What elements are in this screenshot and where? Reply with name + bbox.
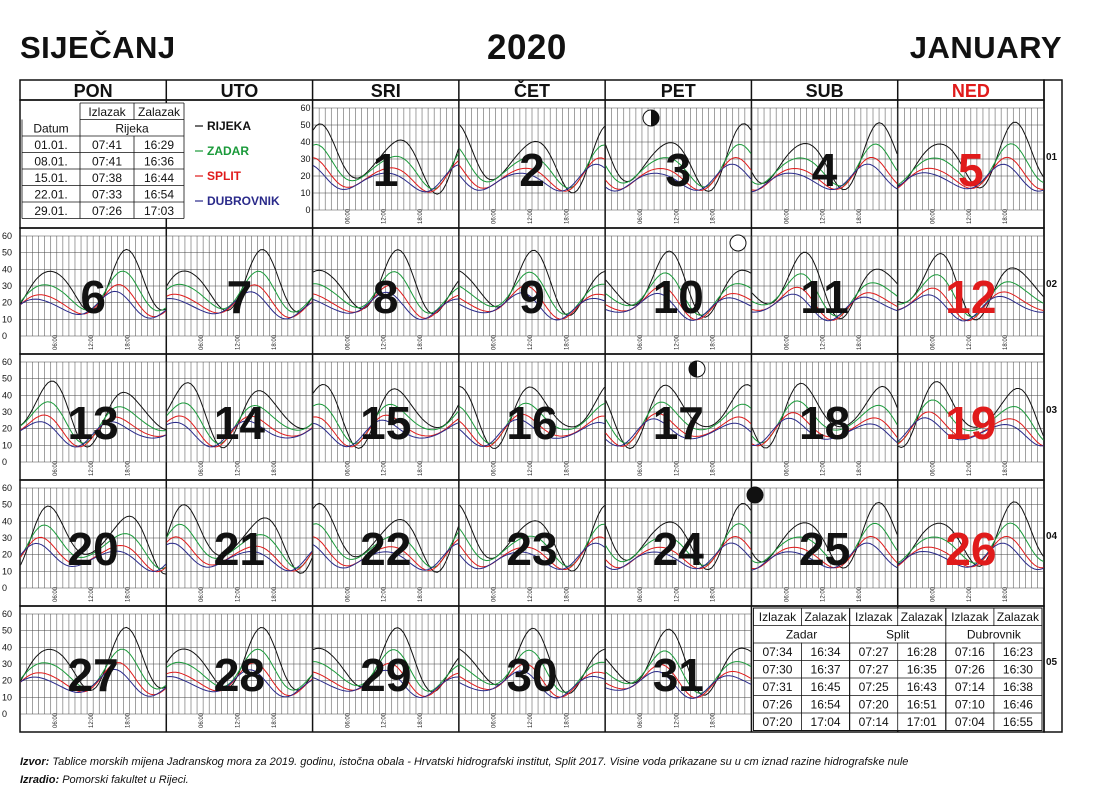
time-tick-label: 06:00 <box>491 460 498 476</box>
time-tick-label: 18:00 <box>564 208 571 224</box>
week-number: 05 <box>1046 657 1058 668</box>
rijeka-date-cell: 08.01. <box>34 154 68 169</box>
time-tick-label: 06:00 <box>491 586 498 602</box>
time-tick-label: 12:00 <box>966 208 973 224</box>
rijeka-sunset-cell: 16:54 <box>143 187 175 202</box>
day-number-17: 17 <box>652 397 704 449</box>
time-tick-label: 12:00 <box>381 712 388 728</box>
week-number: 02 <box>1046 279 1058 290</box>
time-tick-label: 06:00 <box>345 334 352 350</box>
time-tick-label: 06:00 <box>199 586 206 602</box>
y-axis-tick: 60 <box>2 231 13 241</box>
y-axis-tick: 30 <box>2 533 13 543</box>
y-axis-tick: 0 <box>2 457 8 467</box>
cities-time-cell: 16:46 <box>1002 697 1033 712</box>
time-tick-label: 18:00 <box>125 460 132 476</box>
day-number-7: 7 <box>226 271 253 323</box>
time-tick-label: 18:00 <box>710 586 717 602</box>
rijeka-sunset-cell: 16:44 <box>143 171 175 185</box>
time-tick-label: 06:00 <box>52 334 59 350</box>
rijeka-date-header: Datum <box>33 121 69 136</box>
day-number-12: 12 <box>945 271 997 323</box>
time-tick-label: 18:00 <box>564 334 571 350</box>
source-label: Izvor: <box>20 756 50 768</box>
y-axis-tick: 10 <box>2 692 13 703</box>
time-tick-label: 06:00 <box>52 586 59 602</box>
y-axis-tick: 40 <box>2 642 13 653</box>
time-tick-label: 06:00 <box>345 208 352 224</box>
cities-time-cell: 07:10 <box>954 697 985 712</box>
time-tick-label: 18:00 <box>1003 334 1010 350</box>
cities-col-header: Izlazak <box>758 610 797 624</box>
rijeka-sunset-cell: 17:03 <box>143 204 175 218</box>
cities-time-cell: 07:31 <box>762 680 793 694</box>
time-tick-label: 12:00 <box>674 208 681 224</box>
cities-time-cell: 16:30 <box>1002 662 1033 677</box>
y-axis-tick: 10 <box>300 188 311 198</box>
weekday-label-5: PET <box>660 81 696 101</box>
y-axis-tick: 60 <box>2 483 13 493</box>
rijeka-date-cell: 15.01. <box>34 171 68 185</box>
day-number-18: 18 <box>798 397 851 449</box>
cities-time-cell: 07:26 <box>954 662 985 677</box>
day-number-15: 15 <box>360 397 412 449</box>
time-tick-label: 18:00 <box>271 586 278 602</box>
time-tick-label: 06:00 <box>784 334 791 350</box>
source-text: Tablice morskih mijena Jadranskog mora za 2019. godinu, istočna obala - Hrvatski hidrografski institut, Split 2017. Visine voda prikazane su u cm iznad razine hidrografske nule <box>52 756 909 768</box>
cities-col-header: Zalazak <box>804 610 847 624</box>
y-axis-tick: 60 <box>300 103 311 113</box>
time-tick-label: 06:00 <box>52 460 59 476</box>
time-tick-label: 12:00 <box>966 460 973 476</box>
time-tick-label: 06:00 <box>784 208 791 224</box>
author-text: Pomorski fakultet u Rijeci. <box>62 774 189 786</box>
author-note <box>20 774 189 786</box>
time-tick-label: 06:00 <box>637 712 644 728</box>
weekday-label-7: NED <box>951 81 990 101</box>
cities-col-header: Zalazak <box>996 610 1039 624</box>
cities-time-cell: 07:16 <box>954 645 985 659</box>
day-number-14: 14 <box>213 397 266 449</box>
rijeka-sunset-cell: 16:29 <box>143 138 175 152</box>
cities-time-cell: 07:26 <box>762 697 793 712</box>
cities-time-cell: 07:14 <box>954 680 985 694</box>
cities-time-cell: 07:30 <box>762 662 793 677</box>
author-label: Izradio: <box>20 774 60 786</box>
cities-time-cell: 07:04 <box>954 715 985 729</box>
cities-time-cell: 16:35 <box>906 662 937 677</box>
time-tick-label: 18:00 <box>125 712 132 728</box>
cities-col-header: Izlazak <box>854 610 893 624</box>
week-number: 04 <box>1046 531 1058 542</box>
month-title-hr: SIJEČANJ <box>20 30 176 65</box>
y-axis-tick: 60 <box>2 609 13 619</box>
time-tick-label: 18:00 <box>856 208 863 224</box>
cities-time-cell: 16:45 <box>810 680 841 694</box>
time-tick-label: 06:00 <box>930 208 937 224</box>
y-axis-tick: 0 <box>2 331 8 341</box>
time-tick-label: 12:00 <box>89 334 96 350</box>
day-number-8: 8 <box>372 271 399 323</box>
rijeka-sunrise-cell: 07:26 <box>91 204 123 218</box>
time-tick-label: 12:00 <box>674 712 681 728</box>
time-tick-label: 06:00 <box>491 208 498 224</box>
rijeka-sunrise-cell: 07:41 <box>91 138 123 152</box>
y-axis-tick: 20 <box>300 171 311 181</box>
time-tick-label: 06:00 <box>491 712 498 728</box>
cities-time-cell: 16:43 <box>906 680 937 694</box>
day-number-24: 24 <box>652 523 704 575</box>
rijeka-date-cell: 22.01. <box>34 187 68 202</box>
legend-label-split: SPLIT <box>207 169 242 183</box>
source-note <box>20 756 908 768</box>
time-tick-label: 18:00 <box>418 460 425 476</box>
y-axis-tick: 30 <box>2 659 13 669</box>
time-tick-label: 12:00 <box>235 334 242 350</box>
time-tick-label: 12:00 <box>528 208 534 224</box>
year-title: 2020 <box>487 28 567 67</box>
time-tick-label: 12:00 <box>674 460 681 476</box>
time-tick-label: 12:00 <box>820 334 827 350</box>
time-tick-label: 18:00 <box>856 460 863 476</box>
time-tick-label: 06:00 <box>637 460 644 476</box>
time-tick-label: 06:00 <box>784 586 791 602</box>
time-tick-label: 12:00 <box>820 208 827 224</box>
cities-time-cell: 17:01 <box>906 715 937 729</box>
day-number-4: 4 <box>811 144 838 196</box>
time-tick-label: 06:00 <box>199 334 206 350</box>
y-axis-tick: 0 <box>2 583 8 593</box>
day-number-10: 10 <box>652 271 704 323</box>
cities-time-cell: 16:55 <box>1002 715 1033 729</box>
time-tick-label: 18:00 <box>418 712 425 728</box>
time-tick-label: 06:00 <box>637 208 644 224</box>
time-tick-label: 18:00 <box>271 460 278 476</box>
time-tick-label: 18:00 <box>856 334 863 350</box>
cities-time-cell: 16:54 <box>810 697 841 712</box>
day-number-27: 27 <box>67 649 119 701</box>
cities-time-cell: 07:20 <box>858 697 889 712</box>
time-tick-label: 12:00 <box>528 586 534 602</box>
cities-time-cell: 16:28 <box>906 645 937 659</box>
city-header-split: Split <box>886 627 910 642</box>
time-tick-label: 18:00 <box>418 334 425 350</box>
y-axis-tick: 40 <box>2 264 13 275</box>
day-number-11: 11 <box>800 271 849 323</box>
y-axis-tick: 0 <box>2 709 8 719</box>
time-tick-label: 06:00 <box>345 712 352 728</box>
rijeka-sunrise-cell: 07:33 <box>91 187 123 202</box>
day-number-29: 29 <box>360 649 412 701</box>
y-axis-tick: 50 <box>2 247 13 258</box>
day-number-26: 26 <box>945 523 997 575</box>
cities-time-cell: 16:38 <box>1002 680 1033 694</box>
rijeka-sunrise-cell: 07:38 <box>91 171 123 185</box>
time-tick-label: 12:00 <box>966 334 973 350</box>
y-axis-tick: 20 <box>2 675 13 686</box>
time-tick-label: 18:00 <box>1003 208 1010 224</box>
rijeka-col-header: Izlazak <box>88 105 126 119</box>
time-tick-label: 18:00 <box>710 334 717 350</box>
time-tick-label: 12:00 <box>89 460 96 476</box>
time-tick-label: 12:00 <box>89 712 96 728</box>
weekday-label-1: PON <box>73 81 113 101</box>
moon-new-icon <box>747 487 763 503</box>
time-tick-label: 12:00 <box>381 460 388 476</box>
legend-label-zadar: ZADAR <box>207 144 249 158</box>
day-number-2: 2 <box>519 144 545 196</box>
y-axis-tick: 20 <box>2 549 13 560</box>
city-header-dubrovnik: Dubrovnik <box>966 627 1021 642</box>
time-tick-label: 06:00 <box>345 460 352 476</box>
time-tick-label: 12:00 <box>235 460 242 476</box>
time-tick-label: 06:00 <box>637 586 644 602</box>
month-title-en: JANUARY <box>909 30 1062 65</box>
y-axis-tick: 30 <box>2 407 13 417</box>
time-tick-label: 18:00 <box>710 208 717 224</box>
day-number-21: 21 <box>213 523 266 575</box>
weekday-label-3: SRI <box>370 81 401 101</box>
cities-time-cell: 07:27 <box>858 645 889 659</box>
day-number-19: 19 <box>945 397 997 449</box>
time-tick-label: 12:00 <box>820 586 827 602</box>
week-number: 01 <box>1046 152 1058 163</box>
rijeka-col-header: Zalazak <box>137 105 181 119</box>
legend-label-dubrovnik: DUBROVNIK <box>207 194 280 208</box>
cities-time-cell: 16:34 <box>810 645 841 659</box>
time-tick-label: 06:00 <box>491 334 498 350</box>
time-tick-label: 06:00 <box>930 586 937 602</box>
time-tick-label: 06:00 <box>345 586 352 602</box>
time-tick-label: 12:00 <box>528 334 534 350</box>
day-number-9: 9 <box>519 271 545 323</box>
time-tick-label: 12:00 <box>381 586 388 602</box>
cities-time-cell: 07:34 <box>762 645 793 659</box>
time-tick-label: 18:00 <box>710 460 717 476</box>
y-axis-tick: 0 <box>305 205 311 215</box>
y-axis-tick: 10 <box>2 440 13 451</box>
time-tick-label: 06:00 <box>930 334 937 350</box>
time-tick-label: 18:00 <box>271 712 278 728</box>
y-axis-tick: 50 <box>2 625 13 636</box>
time-tick-label: 12:00 <box>235 712 242 728</box>
week-number: 03 <box>1046 405 1058 416</box>
time-tick-label: 12:00 <box>528 712 534 728</box>
time-tick-label: 06:00 <box>199 460 206 476</box>
time-tick-label: 18:00 <box>1003 586 1010 602</box>
y-axis-tick: 50 <box>2 373 13 384</box>
moon-shade <box>651 110 659 126</box>
time-tick-label: 12:00 <box>235 586 242 602</box>
rijeka-date-cell: 01.01. <box>34 138 68 152</box>
rijeka-date-cell: 29.01. <box>34 204 68 218</box>
y-axis-tick: 50 <box>2 499 13 510</box>
city-header-zadar: Zadar <box>785 627 818 642</box>
y-axis-tick: 40 <box>2 516 13 527</box>
day-number-1: 1 <box>372 144 399 196</box>
day-number-23: 23 <box>506 523 558 575</box>
time-tick-label: 18:00 <box>710 712 717 728</box>
weekday-label-2: UTO <box>220 81 259 101</box>
time-tick-label: 12:00 <box>381 334 388 350</box>
time-tick-label: 06:00 <box>637 334 644 350</box>
time-tick-label: 12:00 <box>966 586 973 602</box>
time-tick-label: 18:00 <box>418 208 425 224</box>
time-tick-label: 18:00 <box>856 586 863 602</box>
cities-time-cell: 16:23 <box>1002 645 1033 659</box>
day-number-31: 31 <box>652 649 704 701</box>
time-tick-label: 12:00 <box>820 460 827 476</box>
day-number-6: 6 <box>80 271 106 323</box>
time-tick-label: 18:00 <box>125 586 132 602</box>
rijeka-sunrise-cell: 07:41 <box>91 154 123 169</box>
y-axis-tick: 30 <box>300 154 311 164</box>
time-tick-label: 18:00 <box>564 586 571 602</box>
y-axis-tick: 40 <box>300 137 311 147</box>
cities-time-cell: 07:20 <box>762 715 793 729</box>
time-tick-label: 06:00 <box>784 460 791 476</box>
y-axis-tick: 50 <box>300 120 311 130</box>
time-tick-label: 06:00 <box>930 460 937 476</box>
y-axis-tick: 10 <box>2 314 13 325</box>
time-tick-label: 18:00 <box>564 460 571 476</box>
time-tick-label: 06:00 <box>199 712 206 728</box>
time-tick-label: 18:00 <box>564 712 571 728</box>
day-number-13: 13 <box>67 397 119 449</box>
cities-time-cell: 16:37 <box>810 662 841 677</box>
y-axis-tick: 10 <box>2 566 13 577</box>
time-tick-label: 12:00 <box>89 586 96 602</box>
cities-time-cell: 16:51 <box>906 697 937 712</box>
day-number-28: 28 <box>213 649 266 701</box>
cities-col-header: Izlazak <box>951 610 989 624</box>
rijeka-sunset-cell: 16:36 <box>143 154 175 169</box>
time-tick-label: 18:00 <box>271 334 278 350</box>
day-number-3: 3 <box>665 144 692 196</box>
time-tick-label: 18:00 <box>1003 460 1010 476</box>
y-axis-tick: 40 <box>2 390 13 401</box>
day-number-25: 25 <box>798 523 851 575</box>
y-axis-tick: 30 <box>2 281 13 291</box>
day-number-5: 5 <box>958 144 984 196</box>
cities-col-header: Zalazak <box>900 610 943 624</box>
y-axis-tick: 20 <box>2 423 13 434</box>
time-tick-label: 06:00 <box>52 712 59 728</box>
weekday-label-4: ČET <box>514 81 550 101</box>
day-number-30: 30 <box>506 649 558 701</box>
rijeka-city-label: Rijeka <box>115 121 149 136</box>
time-tick-label: 12:00 <box>381 208 388 224</box>
time-tick-label: 18:00 <box>418 586 425 602</box>
cities-time-cell: 07:25 <box>858 680 889 694</box>
legend-label-rijeka: RIJEKA <box>207 119 252 133</box>
cities-time-cell: 17:04 <box>810 715 841 729</box>
day-number-16: 16 <box>506 397 558 449</box>
moon-full-icon <box>730 235 746 251</box>
day-number-20: 20 <box>67 523 119 575</box>
cities-time-cell: 07:14 <box>858 715 889 729</box>
y-axis-tick: 20 <box>2 297 13 308</box>
time-tick-label: 12:00 <box>528 460 534 476</box>
day-number-22: 22 <box>360 523 412 575</box>
y-axis-tick: 60 <box>2 357 13 367</box>
weekday-label-6: SUB <box>805 81 844 101</box>
cities-time-cell: 07:27 <box>858 662 889 677</box>
time-tick-label: 18:00 <box>125 334 132 350</box>
time-tick-label: 12:00 <box>674 586 681 602</box>
time-tick-label: 12:00 <box>674 334 681 350</box>
